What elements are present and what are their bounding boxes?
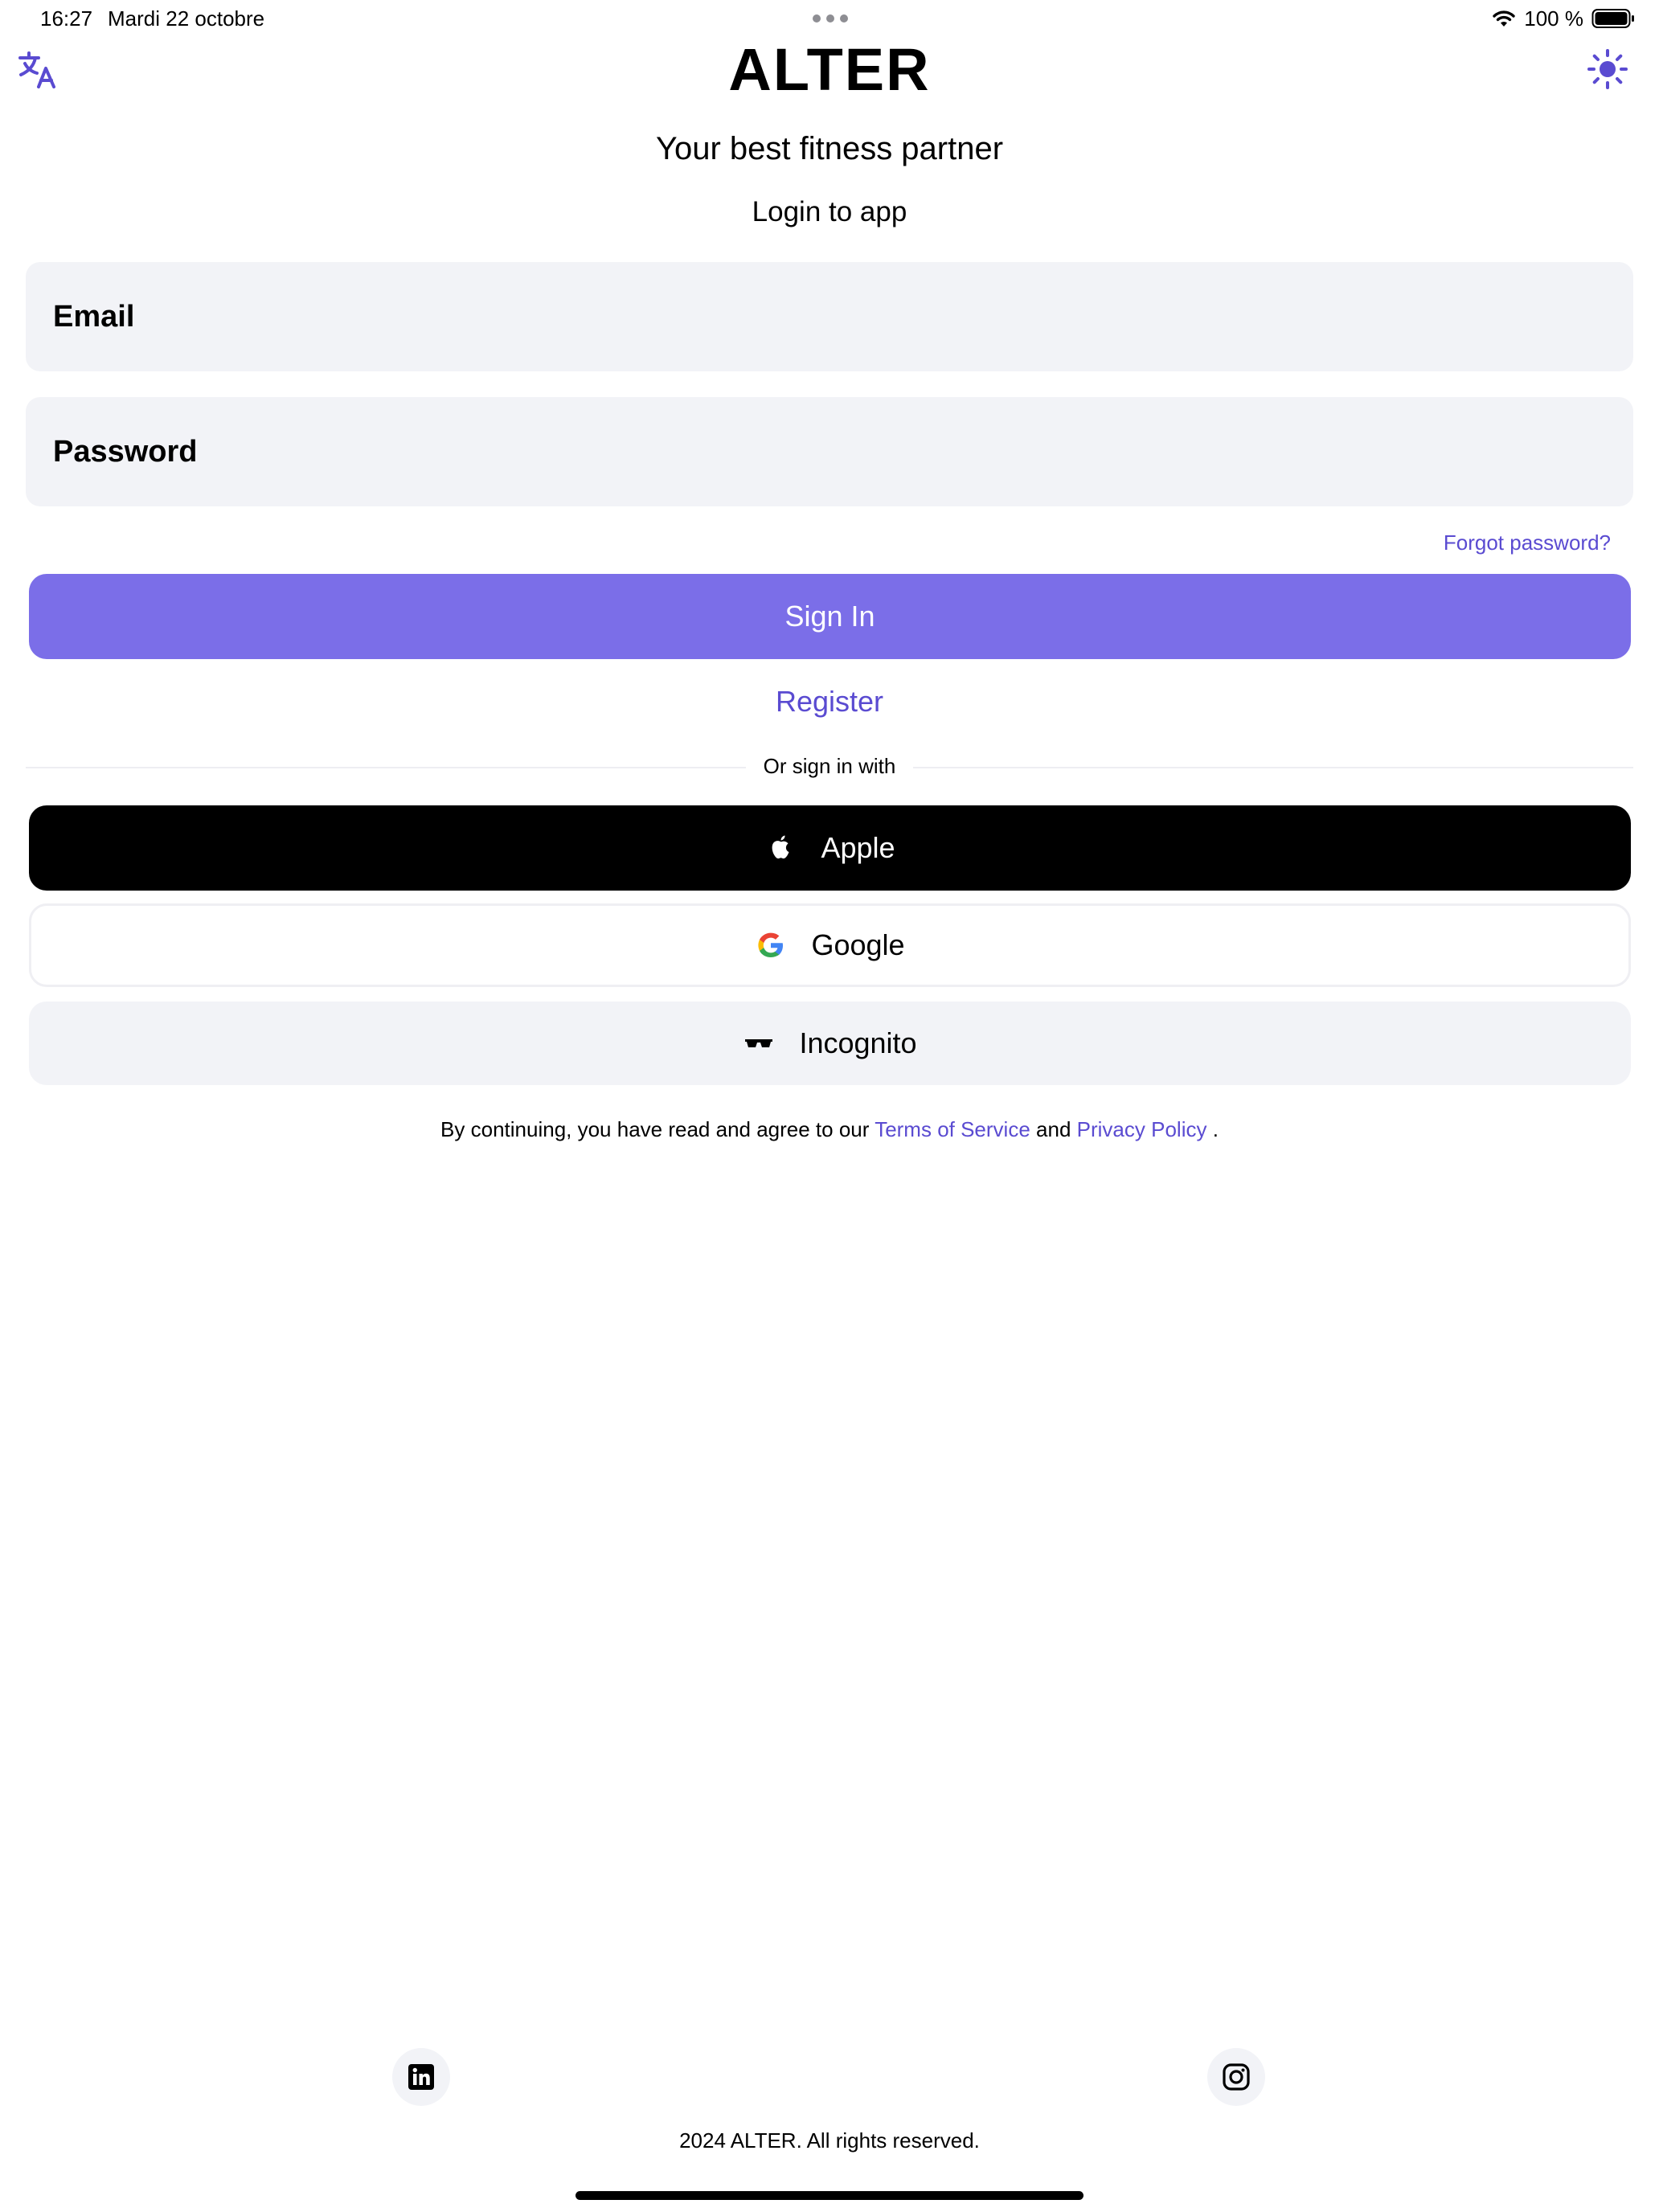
terms-of-service-link[interactable]: Terms of Service (875, 1117, 1030, 1141)
sign-in-button[interactable] (29, 574, 1631, 659)
login-subtitle: Login to app (752, 196, 907, 227)
home-indicator[interactable] (576, 2191, 1083, 2200)
battery-icon (1591, 8, 1635, 29)
password-field-container (26, 397, 1633, 506)
apple-sign-in-button[interactable] (29, 805, 1631, 891)
instagram-icon (1222, 2062, 1251, 2091)
incognito-glasses-icon (743, 1027, 775, 1059)
instagram-button[interactable] (1207, 2048, 1265, 2106)
incognito-label: Incognito (799, 1026, 917, 1059)
legal-suffix: . (1212, 1117, 1219, 1141)
status-time: 16:27 (40, 6, 93, 31)
apple-icon (764, 832, 797, 864)
google-label: Google (811, 928, 905, 961)
tagline: Your best fitness partner (655, 131, 1004, 166)
password-field[interactable] (51, 434, 1608, 470)
google-icon (755, 929, 787, 961)
wifi-icon (1492, 9, 1516, 28)
register-link[interactable]: Register (775, 685, 884, 718)
legal-notice (0, 1117, 1659, 1142)
incognito-sign-in-button[interactable] (29, 1002, 1631, 1085)
legal-and: and (1036, 1117, 1071, 1141)
battery-percentage: 100 % (1524, 6, 1583, 31)
app-logo: ALTER (728, 36, 931, 103)
status-indicators (1492, 5, 1635, 32)
sun-icon (1587, 48, 1628, 90)
privacy-policy-link[interactable]: Privacy Policy (1076, 1117, 1207, 1141)
linkedin-icon (408, 2063, 435, 2091)
multitasking-dots[interactable] (813, 14, 848, 23)
email-field-container (26, 262, 1633, 371)
email-field[interactable] (51, 299, 1608, 335)
forgot-password-link[interactable]: Forgot password? (1443, 530, 1611, 555)
theme-toggle-button[interactable] (1587, 48, 1628, 90)
status-date: Mardi 22 octobre (108, 6, 265, 31)
copyright-text: 2024 ALTER. All rights reserved. (679, 2128, 980, 2153)
linkedin-button[interactable] (392, 2048, 450, 2106)
sign-in-label: Sign In (784, 600, 875, 633)
divider-label-container (0, 754, 1659, 779)
google-sign-in-button[interactable] (29, 903, 1631, 987)
or-sign-in-with-label: Or sign in with (746, 754, 914, 778)
apple-label: Apple (821, 831, 895, 864)
legal-prefix: By continuing, you have read and agree to our (440, 1117, 870, 1141)
